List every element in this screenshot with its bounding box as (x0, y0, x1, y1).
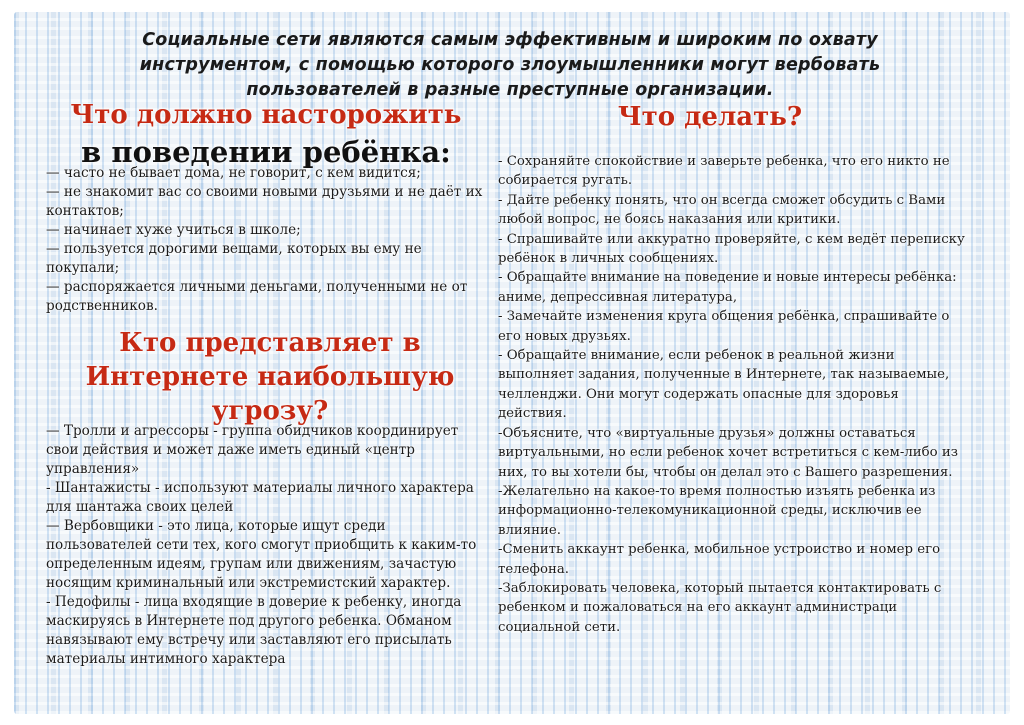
list-item: -Объясните, что «виртуальные друзья» должны оставаться виртуальными, но если ребенок хочет встретиться с кем-либо из них, то вы хотели бы, чтобы он делал это с Вашего разрешения. (498, 425, 959, 480)
warning-subheading: в поведении ребёнка: (81, 135, 451, 169)
list-item: — часто не бывает дома, не говорит, с кем видится; (46, 165, 421, 181)
warning-heading: Что должно насторожить (70, 100, 462, 130)
list-item: — пользуется дорогими вещами, которых вы ему не покупали; (46, 241, 422, 276)
actions-heading: Что делать? (617, 102, 803, 132)
list-item: - Обращайте внимание, если ребенок в реальной жизни выполняет задания, полученные в Интернете, так называемые, челленджи. Они могут содержать опасные для здоровья действия. (498, 348, 950, 422)
intro-text: Социальные сети являются самым эффективным и широким по охвату инструментом, с помощью которого злоумышленники могут вербовать пользователей в разные преступные организации. (139, 30, 881, 100)
list-item: -Сменить аккаунт ребенка, мобильное устроиство и номер его телефона. (498, 542, 941, 577)
threat-heading: Кто представляет в Интернете наибольшую угрозу? (85, 328, 455, 426)
list-item: - Дайте ребенку понять, что он всегда сможет обсудить с Вами любой вопрос, не боясь наказания или критики. (498, 192, 946, 228)
threats-list (46, 422, 486, 669)
list-item: — не знакомит вас со своими новыми друзьями и не даёт их контактов; (46, 184, 483, 219)
list-item: - Спрашивайте или аккуратно проверяйте, с кем ведёт переписку ребёнок в личных сообщениях. (498, 231, 965, 267)
list-item: - Обращайте внимание на поведение и новые интересы ребёнка: аниме, депрессивная литература, (498, 270, 957, 305)
list-item: - Замечайте изменения круга общения ребёнка, спрашивайте о его новых друзьях. (498, 309, 950, 344)
actions-list (498, 152, 970, 637)
list-item: — Тролли и агрессоры - группа обидчиков координирует свои действия и может даже иметь единый «центр управления» (46, 423, 459, 477)
list-item: - Сохраняйте спокойствие и заверьте ребенка, что его никто не собирается ругать. (498, 154, 950, 189)
list-item: -Заблокировать человека, который пытается контактировать с ребенком и пожаловаться на его аккаунт администраци социальной сети. (498, 580, 942, 635)
list-item: - Педофилы - лица входящие в доверие к ребенку, иногда маскируясь в Интернете под другого ребенка. Обманом навязывают ему встречу или заставляют его присылать материалы интимного характера (46, 594, 462, 667)
list-item: - Шантажисты - используют материалы личного характера для шантажа своих целей (46, 480, 474, 515)
list-item: — Вербовщики - это лица, которые ищут среди пользователей сети тех, кого смогут приобщить к каким-то определенным идеям, групам или движениям, зачастую носящим криминальный или экстремистский характер. (46, 518, 477, 591)
list-item: — распоряжается личными деньгами, полученными не от родственников. (46, 279, 468, 314)
list-item: — начинает хуже учиться в школе; (46, 222, 301, 238)
list-item: -Желательно на какое-то время полностью изъять ребенка из информационно-телекомуникационной среды, исключив ее влияние. (498, 483, 936, 538)
warning-signs-list (46, 164, 486, 316)
